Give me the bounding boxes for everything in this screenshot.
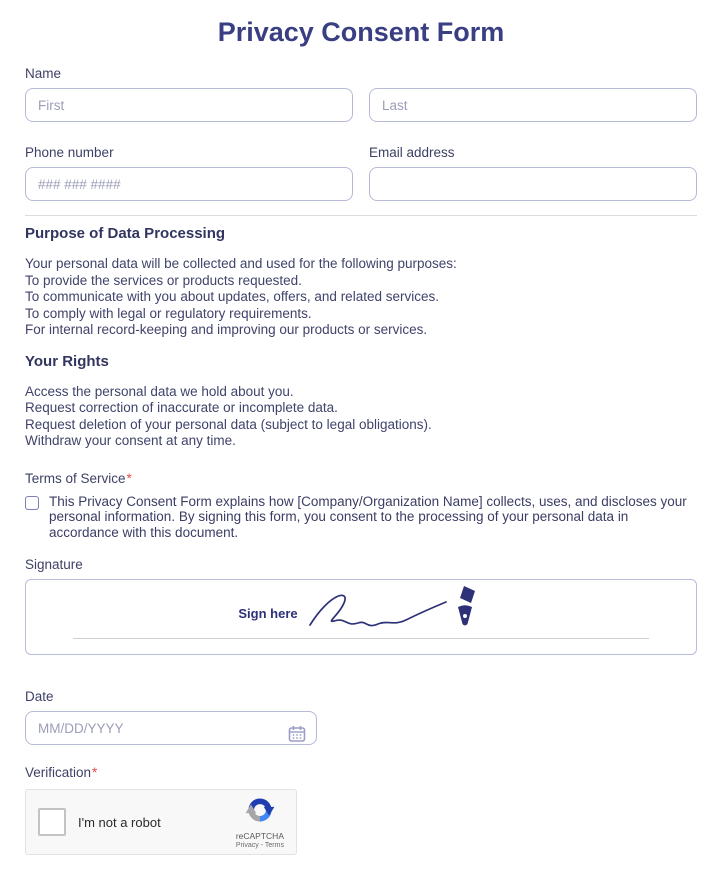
recaptcha-label: I'm not a robot [78, 814, 161, 830]
date-field [25, 711, 317, 745]
email-input[interactable] [369, 167, 697, 201]
purpose-line: For internal record-keeping and improving our products or services. [25, 322, 428, 337]
phone-label: Phone number [25, 145, 114, 160]
date-label: Date [25, 689, 54, 704]
signature-pad[interactable] [25, 579, 697, 655]
sign-here-text: Sign here [238, 605, 298, 621]
terms-label-text: Terms of Service [25, 470, 126, 486]
first-name-input[interactable] [25, 88, 353, 122]
date-input[interactable] [25, 711, 317, 745]
required-asterisk: * [126, 470, 132, 486]
terms-consent-row[interactable] [25, 494, 697, 541]
verification-label [25, 765, 697, 781]
terms-consent-text: This Privacy Consent Form explains how [Company/Organization Name] collects, uses, and discloses your personal information. By signing this form, you consent to the processing of your personal data in accordance with this document. [49, 493, 687, 540]
rights-line: Request correction of inaccurate or incomplete data. [25, 400, 338, 415]
name-row [25, 82, 697, 122]
name-label: Name [25, 66, 62, 81]
signature-hint-group [26, 580, 696, 654]
recaptcha-checkbox[interactable] [38, 808, 66, 836]
rights-line: Request deletion of your personal data (subject to legal obligations). [25, 416, 432, 432]
recaptcha-widget [25, 789, 297, 855]
rights-line: Access the personal data we hold about you. [25, 383, 294, 399]
recaptcha-brand-name: reCAPTCHA [235, 831, 284, 841]
signature-line [73, 638, 649, 639]
purpose-line: To comply with legal or regulatory requirements. [25, 305, 312, 321]
contact-row [25, 145, 697, 201]
pen-nib-icon [306, 585, 484, 642]
verification-label-text: Verification [25, 765, 92, 780]
recaptcha-brand [236, 795, 284, 849]
section-divider [25, 215, 697, 216]
purpose-text [25, 256, 697, 339]
terms-label [25, 471, 697, 487]
last-name-input[interactable] [369, 88, 697, 122]
phone-input[interactable] [25, 167, 353, 201]
purpose-line: To provide the services or products requested. [25, 272, 302, 288]
signature-label: Signature [25, 557, 83, 572]
email-label: Email address [369, 145, 455, 160]
rights-line: Withdraw your consent at any time. [25, 433, 236, 448]
rights-text [25, 384, 697, 450]
purpose-heading: Purpose of Data Processing [25, 225, 226, 242]
recaptcha-logo-icon [245, 795, 275, 830]
purpose-line: To communicate with you about updates, offers, and related services. [25, 289, 439, 304]
purpose-line: Your personal data will be collected and used for the following purposes: [25, 256, 457, 271]
terms-checkbox[interactable] [25, 496, 39, 510]
required-asterisk: * [92, 765, 98, 780]
page-title: Privacy Consent Form [217, 17, 505, 47]
recaptcha-privacy-terms-links[interactable]: Privacy - Terms [235, 842, 284, 849]
rights-heading: Your Rights [25, 352, 109, 370]
